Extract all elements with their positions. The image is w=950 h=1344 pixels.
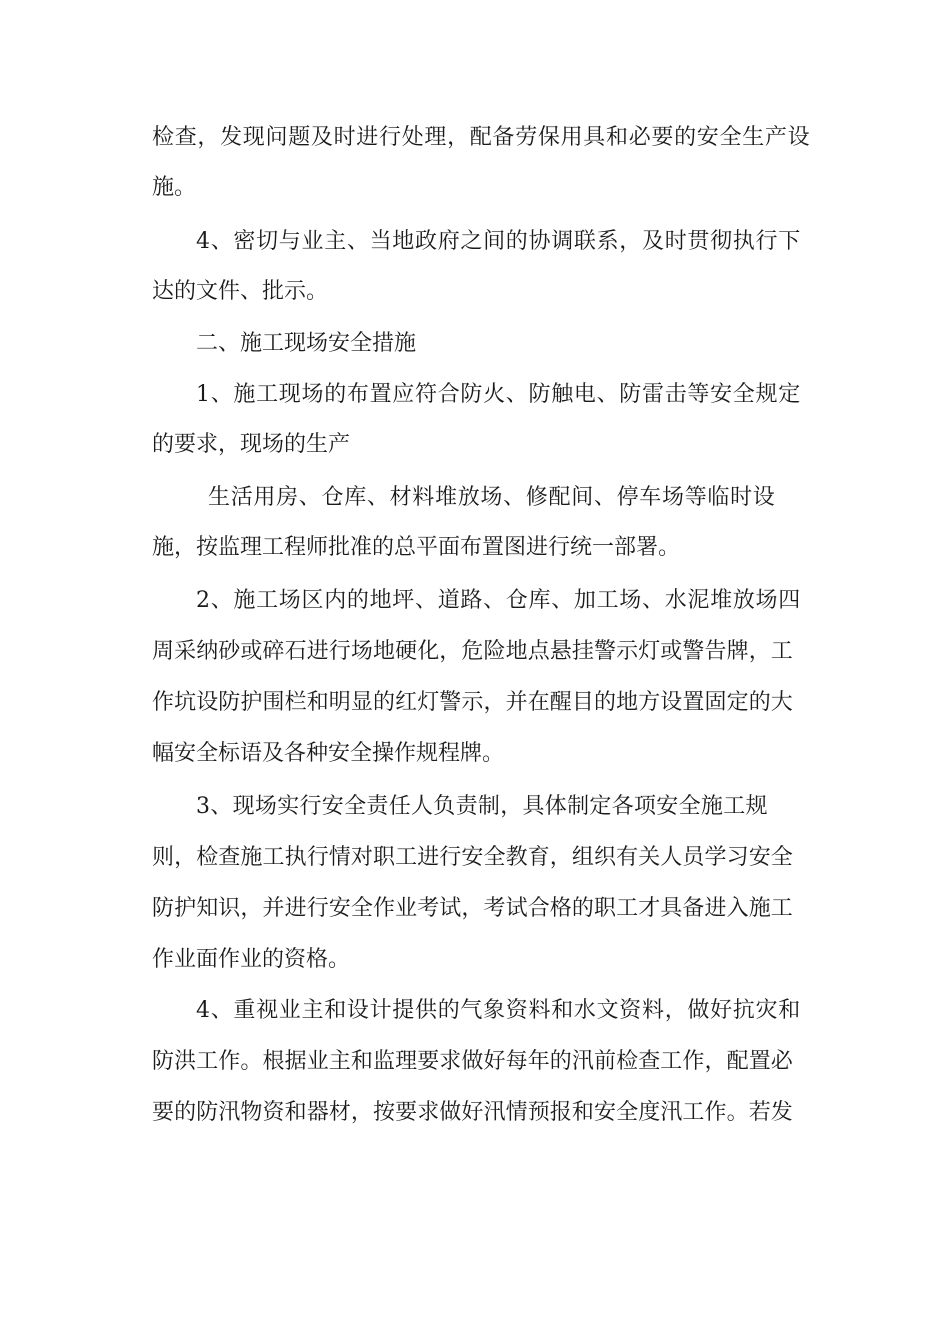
text-line: 4、重视业主和设计提供的气象资料和水文资料，做好抗灾和: [196, 998, 801, 1023]
text-line: 3、现场实行安全责任人负责制，具体制定各项安全施工规: [196, 794, 768, 819]
text-line: 作业面作业的资格。: [152, 947, 351, 972]
text-line: 生活用房、仓库、材料堆放场、修配间、停车场等临时设: [208, 485, 776, 510]
text-line: 要的防汛物资和器材，按要求做好汛情预报和安全度汛工作。若发: [152, 1100, 793, 1125]
text-line: 周采纳砂或碎石进行场地硬化，危险地点悬挂警示灯或警告牌，工: [152, 639, 793, 664]
text-line: 施，按监理工程师批准的总平面布置图进行统一部署。: [152, 535, 681, 560]
text-line: 2、施工场区内的地坪、道路、仓库、加工场、水泥堆放场四: [196, 588, 801, 613]
text-line: 作坑设防护围栏和明显的红灯警示，并在醒目的地方设置固定的大: [152, 690, 793, 715]
text-line: 防洪工作。根据业主和监理要求做好每年的汛前检查工作，配置必: [152, 1049, 793, 1074]
text-line: 4、密切与业主、当地政府之间的协调联系，及时贯彻执行下: [196, 229, 801, 254]
section-heading: 二、施工现场安全措施: [196, 331, 417, 356]
text-line: 达的文件、批示。: [152, 279, 329, 304]
text-line: 则，检查施工执行情对职工进行安全教育，组织有关人员学习安全: [152, 845, 793, 870]
text-line: 防护知识，并进行安全作业考试，考试合格的职工才具备进入施工: [152, 896, 793, 921]
text-line: 的要求，现场的生产: [152, 432, 351, 457]
text-line: 幅安全标语及各种安全操作规程牌。: [152, 741, 505, 766]
text-line: 1、施工现场的布置应符合防火、防触电、防雷击等安全规定: [196, 382, 801, 407]
text-line: 施。: [152, 175, 197, 200]
text-line: 检查，发现问题及时进行处理，配备劳保用具和必要的安全生产设: [152, 125, 811, 150]
